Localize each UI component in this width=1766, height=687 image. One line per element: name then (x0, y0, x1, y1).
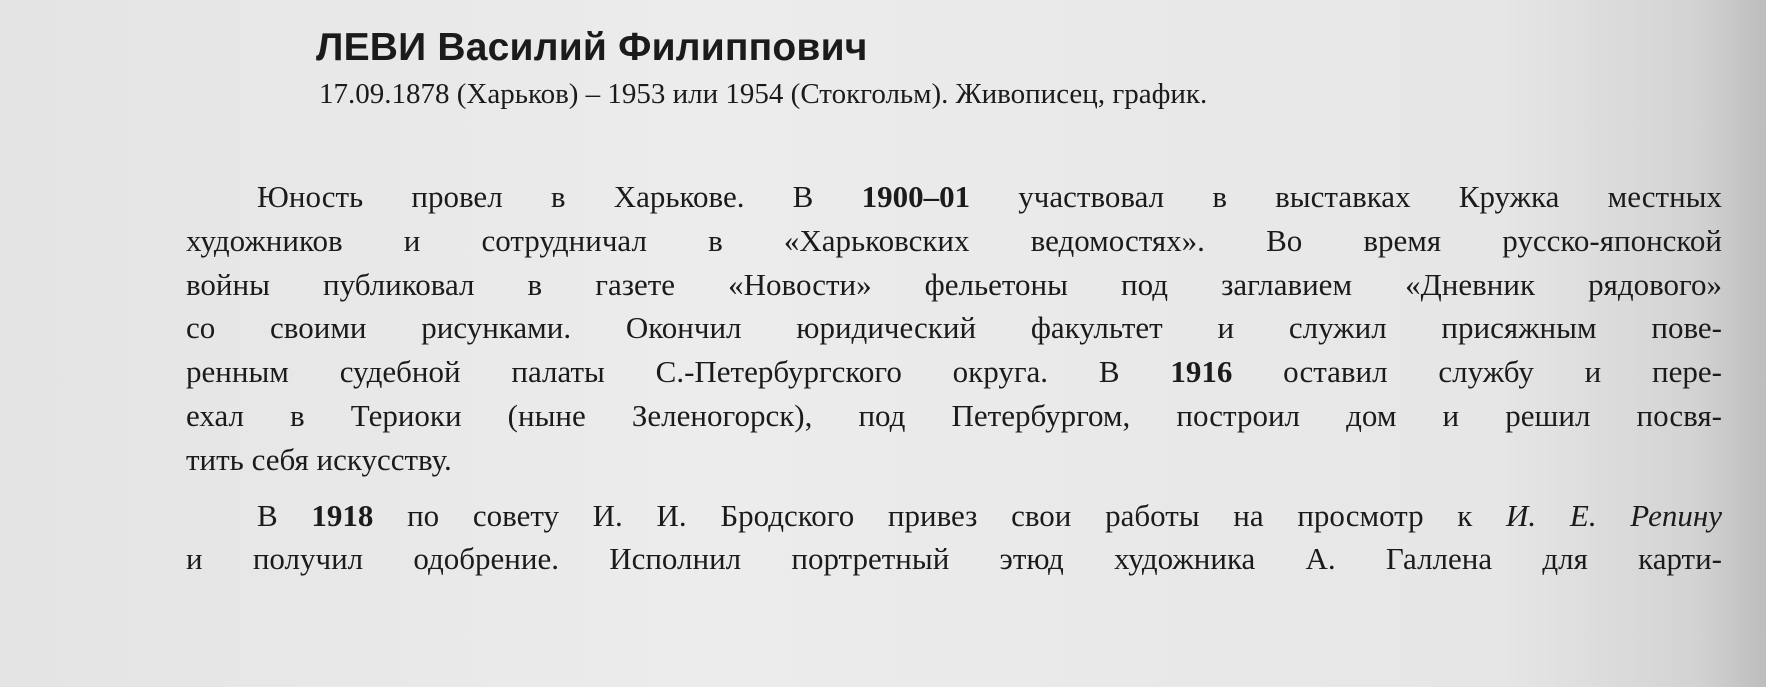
text-line: ренным судебной палаты С.-Петербургского округа. В 1916 оставил службу и пере- (186, 354, 1722, 390)
text-line: тить себя искусству. (186, 441, 452, 477)
text-line: Юность провел в Харькове. В 1900–01 участвовал в выставках Кружка местных (257, 179, 1722, 214)
year-bold: 1916 (1170, 354, 1233, 390)
person-name-italic: И. Е. Репину (1506, 497, 1722, 533)
year-bold: 1900–01 (861, 179, 971, 214)
text-line: художников и сотрудничал в «Харьковских ведомостях». Во время русско-японской (186, 222, 1722, 258)
entry-dates: 17.09.1878 (Харьков) – 1953 или 1954 (Стокгольм). Живописец, график. (319, 78, 1208, 110)
text-line: ехал в Териоки (ныне Зеленогорск), под Петербургом, построил дом и решил посвя- (186, 397, 1722, 433)
text-line: со своими рисунками. Окончил юридический факультет и служил присяжным пове- (186, 310, 1722, 346)
text-line: войны публиковал в газете «Новости» фельетоны под заглавием «Дневник рядового» (186, 266, 1722, 302)
paragraph-2 (186, 494, 1722, 582)
entry-body (186, 175, 1722, 581)
paragraph-1 (186, 175, 1722, 482)
entry-header (316, 26, 1207, 114)
text-line: и получил одобрение. Исполнил портретный этюд художника А. Галлена для карти- (186, 541, 1722, 577)
year-bold: 1918 (311, 497, 374, 533)
paragraph-gap (186, 482, 1722, 494)
entry-title: ЛЕВИ Василий Филиппович (316, 26, 868, 69)
text-line: В 1918 по совету И. И. Бродского привез свои работы на просмотр к И. Е. Репину (257, 497, 1722, 533)
